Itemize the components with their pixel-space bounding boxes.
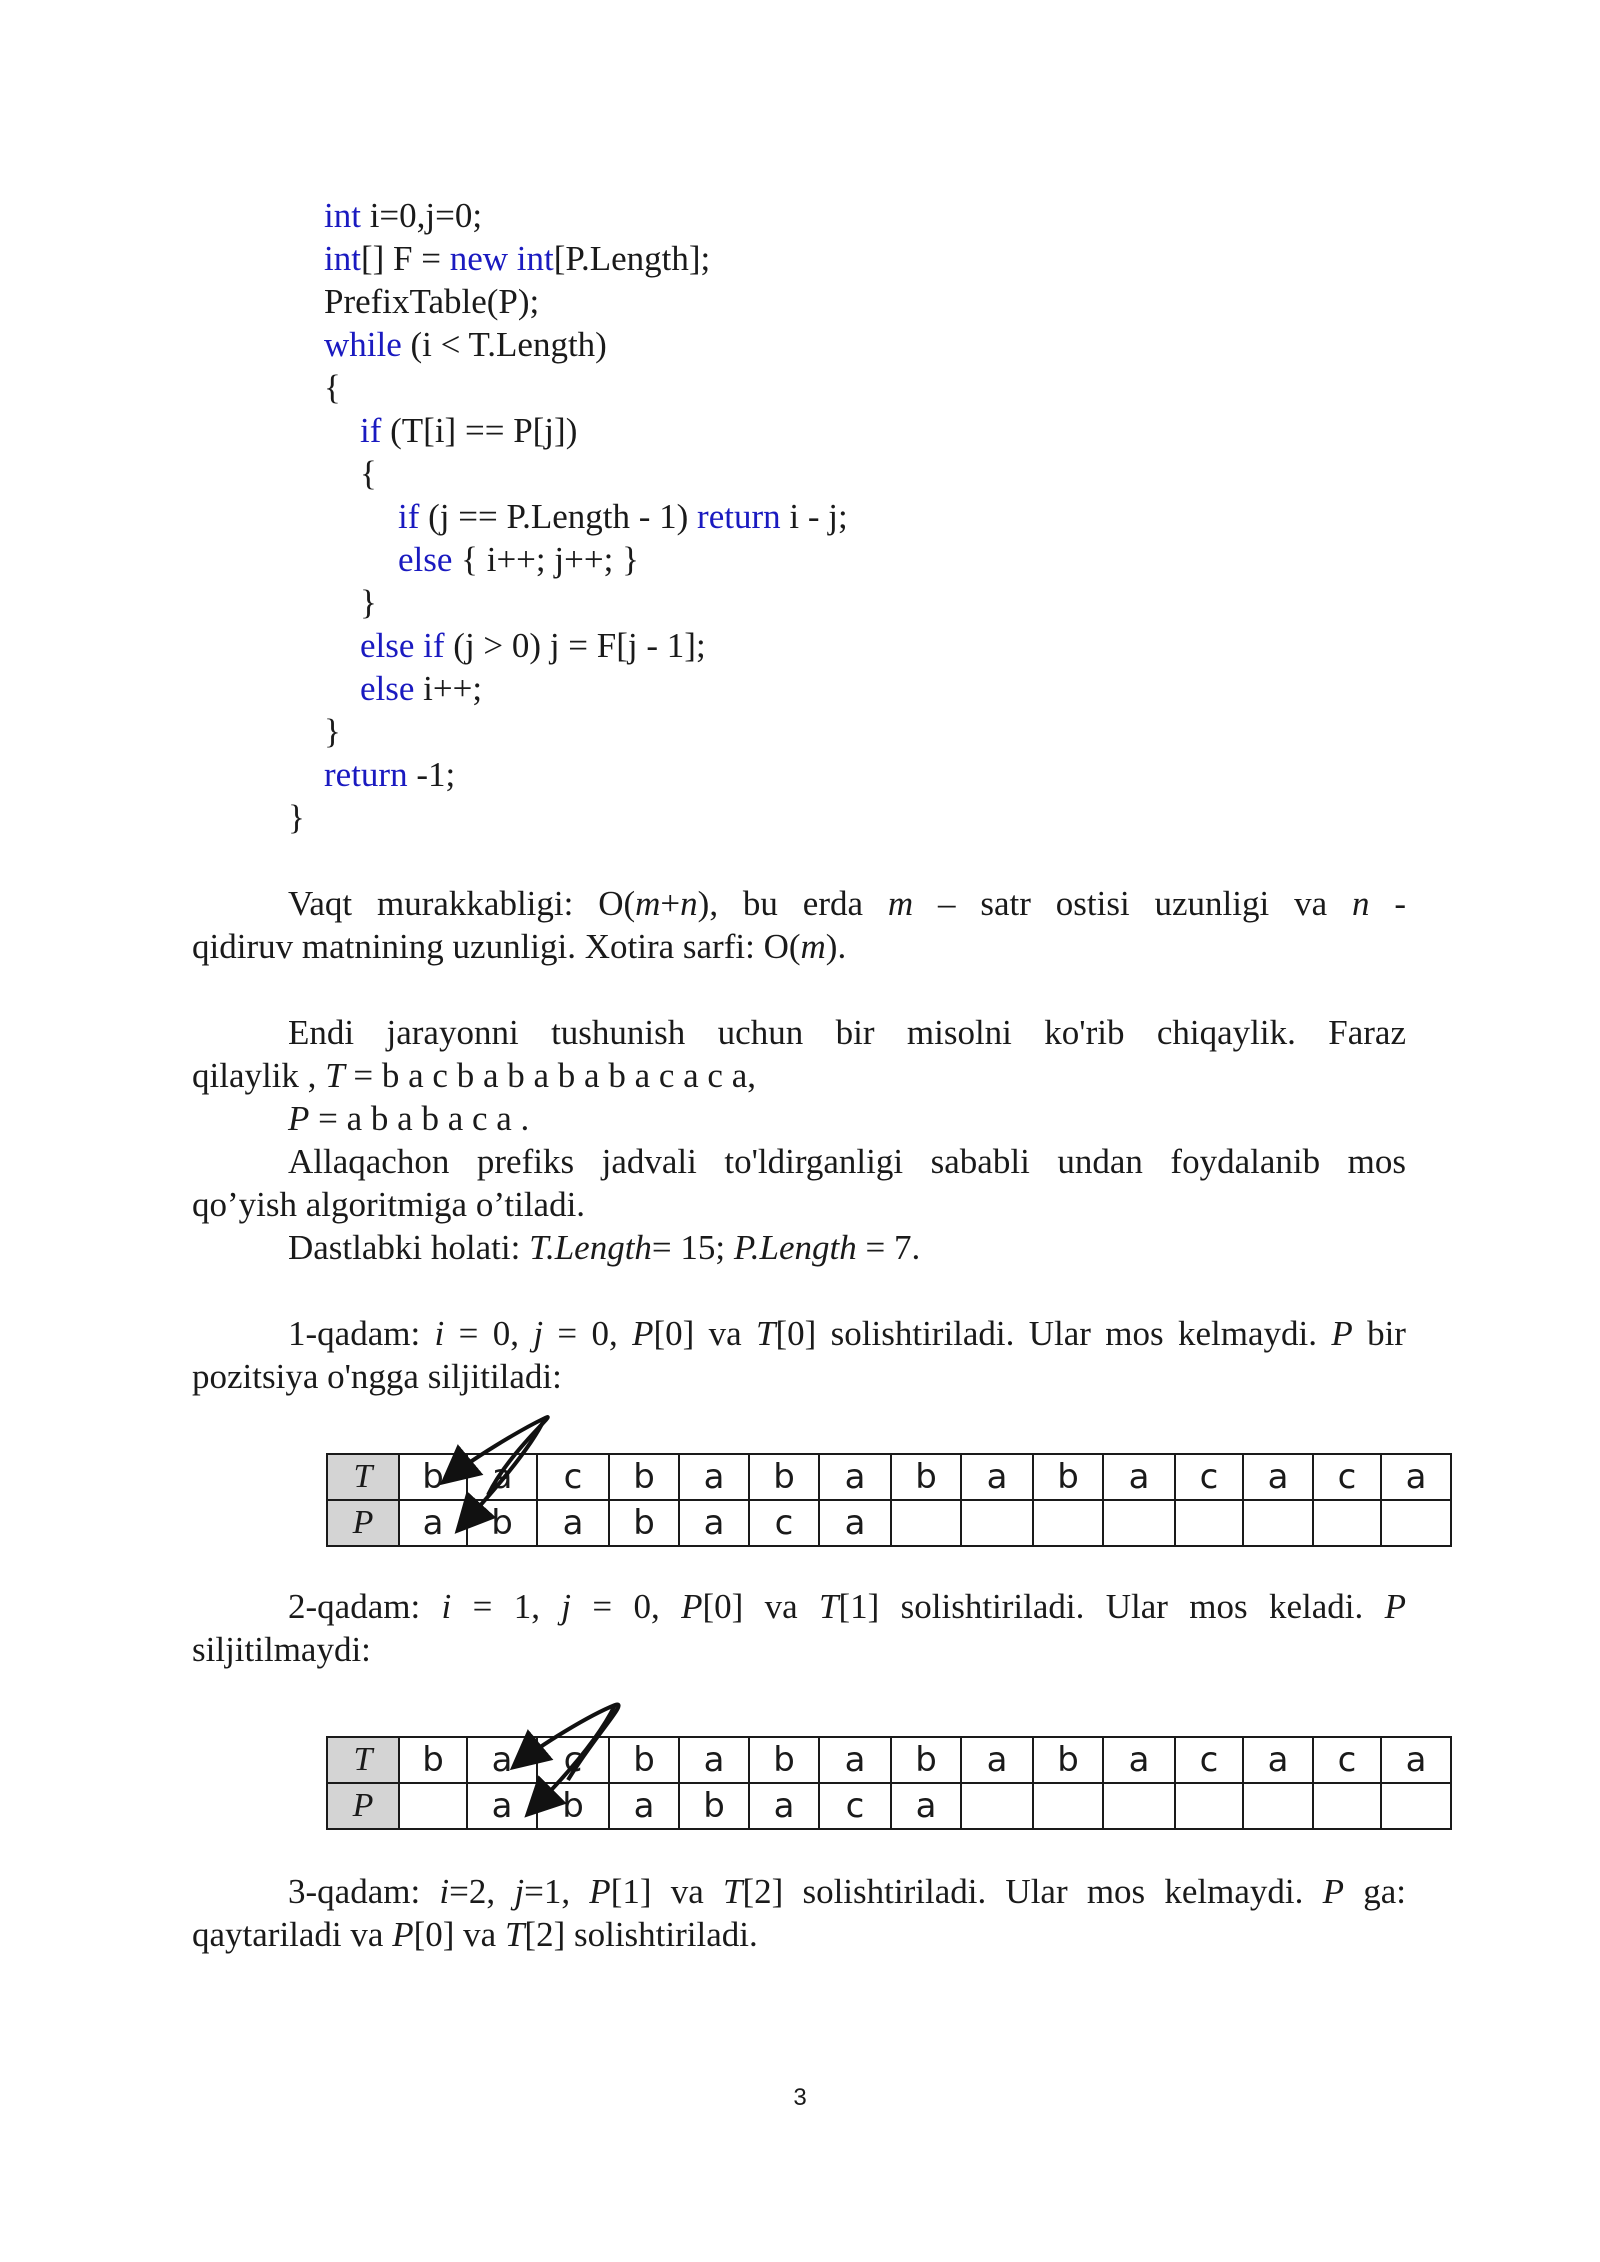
pattern-cell xyxy=(1033,1783,1103,1829)
text-cell: b xyxy=(749,1737,819,1783)
code-line xyxy=(324,710,341,753)
paragraph-line: Allaqachon prefiks jadvali to'ldirganligi sababli undan foydalanib mos xyxy=(288,1142,1406,1181)
code-text: i - j; xyxy=(780,497,848,536)
code-text: (j > 0) j = F[j - 1]; xyxy=(444,626,706,665)
code-line xyxy=(324,366,341,409)
pattern-cell: a xyxy=(399,1500,467,1546)
code-line xyxy=(398,495,848,538)
code-keyword: return xyxy=(697,497,781,536)
paragraph-line: 3-qadam: i=2, j=1, P[1] va T[2] solishtiriladi. Ular mos kelmaydi. P ga: xyxy=(288,1872,1406,1911)
alignment-table-step2 xyxy=(326,1736,1452,1830)
code-keyword: int xyxy=(324,196,361,235)
code-line xyxy=(360,581,377,624)
code-text: PrefixTable(P); xyxy=(324,282,540,321)
pattern-cell: a xyxy=(891,1783,961,1829)
text-row xyxy=(327,1454,1451,1500)
text-cell: c xyxy=(537,1737,609,1783)
pattern-cell xyxy=(1243,1783,1313,1829)
pattern-cell: c xyxy=(749,1500,819,1546)
code-text: { i++; j++; } xyxy=(452,540,639,579)
example-paragraph xyxy=(192,1011,1406,1269)
code-line xyxy=(324,237,710,280)
code-line xyxy=(324,280,539,323)
row-label: T xyxy=(327,1737,399,1783)
pattern-cell xyxy=(1033,1500,1103,1546)
code-line xyxy=(360,624,706,667)
text-cell: a xyxy=(679,1737,749,1783)
text-cell: a xyxy=(961,1454,1033,1500)
code-keyword: int xyxy=(508,239,554,278)
paragraph-line: Endi jarayonni tushunish uchun bir misolni ko'rib chiqaylik. Faraz xyxy=(288,1013,1406,1052)
pattern-row xyxy=(327,1500,1451,1546)
code-text: } xyxy=(324,712,341,751)
text-cell: a xyxy=(961,1737,1033,1783)
pattern-cell: b xyxy=(609,1500,679,1546)
text-cell: a xyxy=(819,1454,891,1500)
pattern-cell xyxy=(1381,1783,1451,1829)
paragraph-line: pozitsiya o'ngga siljitiladi: xyxy=(192,1357,562,1396)
pattern-cell: a xyxy=(819,1500,891,1546)
text-cell: a xyxy=(679,1454,749,1500)
text-row xyxy=(327,1737,1451,1783)
code-keyword: else if xyxy=(360,626,445,665)
code-line xyxy=(324,753,455,796)
code-line xyxy=(324,194,482,237)
paragraph-line: qo’yish algoritmiga o’tiladi. xyxy=(192,1185,586,1224)
code-keyword: if xyxy=(398,497,420,536)
pattern-cell xyxy=(1313,1783,1381,1829)
code-line xyxy=(360,667,482,710)
paragraph-line: Vaqt murakkabligi: O(m+n), bu erda m – satr ostisi uzunligi va n - xyxy=(288,884,1406,923)
paragraph-line: Dastlabki holati: T.Length= 15; P.Length = 7. xyxy=(288,1228,921,1267)
pattern-cell: b xyxy=(679,1783,749,1829)
pattern-cell xyxy=(1243,1500,1313,1546)
code-line xyxy=(360,409,577,452)
row-label: P xyxy=(327,1500,399,1546)
code-text: (j == P.Length - 1) xyxy=(419,497,698,536)
text-cell: a xyxy=(1243,1737,1313,1783)
text-cell: a xyxy=(467,1454,537,1500)
text-cell: c xyxy=(537,1454,609,1500)
code-keyword: else xyxy=(398,540,453,579)
text-cell: c xyxy=(1313,1737,1381,1783)
code-text: i=0,j=0; xyxy=(360,196,483,235)
text-cell: a xyxy=(1381,1454,1451,1500)
step1-paragraph xyxy=(192,1312,1406,1398)
paragraph-line: 1-qadam: i = 0, j = 0, P[0] va T[0] solishtiriladi. Ular mos kelmaydi. P bir xyxy=(288,1314,1406,1353)
code-text: i++; xyxy=(414,669,483,708)
code-keyword: int xyxy=(324,239,361,278)
code-text: -1; xyxy=(407,755,456,794)
text-cell: b xyxy=(1033,1737,1103,1783)
text-cell: a xyxy=(1243,1454,1313,1500)
paragraph-line: qaytariladi va P[0] va T[2] solishtiriladi. xyxy=(192,1915,758,1954)
step3-paragraph xyxy=(192,1870,1406,1956)
text-cell: b xyxy=(749,1454,819,1500)
code-line xyxy=(324,323,607,366)
code-keyword: new xyxy=(449,239,509,278)
paragraph-line: siljitilmaydi: xyxy=(192,1630,371,1669)
text-cell: b xyxy=(891,1737,961,1783)
code-keyword: else xyxy=(360,669,415,708)
text-cell: b xyxy=(609,1454,679,1500)
pattern-cell xyxy=(1175,1783,1243,1829)
text-cell: a xyxy=(819,1737,891,1783)
text-cell: c xyxy=(1175,1737,1243,1783)
code-keyword: while xyxy=(324,325,402,364)
pattern-cell: a xyxy=(679,1500,749,1546)
text-cell: b xyxy=(399,1737,467,1783)
code-line xyxy=(398,538,639,581)
text-cell: b xyxy=(399,1454,467,1500)
text-cell: b xyxy=(891,1454,961,1500)
pattern-cell xyxy=(1103,1783,1175,1829)
code-text: (i < T.Length) xyxy=(401,325,607,364)
code-text: } xyxy=(360,583,377,622)
row-label: P xyxy=(327,1783,399,1829)
step2-paragraph xyxy=(192,1585,1406,1671)
code-keyword: if xyxy=(360,411,382,450)
page-number: 3 xyxy=(793,2084,807,2111)
paragraph-line: qilaylik , T = b a c b a b a b a b a c a c a, xyxy=(192,1056,756,1095)
pattern-row xyxy=(327,1783,1451,1829)
text-cell: c xyxy=(1313,1454,1381,1500)
code-text: (T[i] == P[j]) xyxy=(381,411,578,450)
pattern-cell xyxy=(1175,1500,1243,1546)
pattern-cell xyxy=(399,1783,467,1829)
text-cell: c xyxy=(1175,1454,1243,1500)
text-cell: a xyxy=(1103,1737,1175,1783)
code-line xyxy=(360,452,377,495)
code-line xyxy=(288,796,305,839)
text-cell: b xyxy=(609,1737,679,1783)
pattern-cell xyxy=(961,1500,1033,1546)
paragraph-line: P = a b a b a c a . xyxy=(288,1099,530,1138)
code-text: } xyxy=(288,798,305,837)
pattern-cell: c xyxy=(819,1783,891,1829)
text-cell: b xyxy=(1033,1454,1103,1500)
code-text: { xyxy=(360,454,377,493)
pattern-cell: b xyxy=(537,1783,609,1829)
pattern-cell xyxy=(1381,1500,1451,1546)
code-keyword: return xyxy=(324,755,408,794)
row-label: T xyxy=(327,1454,399,1500)
pattern-cell: b xyxy=(467,1500,537,1546)
pattern-cell xyxy=(1103,1500,1175,1546)
pattern-cell: a xyxy=(609,1783,679,1829)
alignment-table-step1 xyxy=(326,1453,1452,1547)
text-cell: a xyxy=(1103,1454,1175,1500)
pattern-cell xyxy=(891,1500,961,1546)
code-text: { xyxy=(324,368,341,407)
text-cell: a xyxy=(1381,1737,1451,1783)
code-text: [] F = xyxy=(360,239,450,278)
paragraph-line: 2-qadam: i = 1, j = 0, P[0] va T[1] solishtiriladi. Ular mos keladi. P xyxy=(288,1587,1406,1626)
pattern-cell: a xyxy=(467,1783,537,1829)
text-cell: a xyxy=(467,1737,537,1783)
pattern-cell xyxy=(961,1783,1033,1829)
complexity-paragraph xyxy=(192,882,1406,968)
pattern-cell: a xyxy=(537,1500,609,1546)
paragraph-line: qidiruv matnining uzunligi. Xotira sarfi: O(m). xyxy=(192,927,847,966)
pattern-cell xyxy=(1313,1500,1381,1546)
code-text: [P.Length]; xyxy=(553,239,711,278)
pattern-cell: a xyxy=(749,1783,819,1829)
